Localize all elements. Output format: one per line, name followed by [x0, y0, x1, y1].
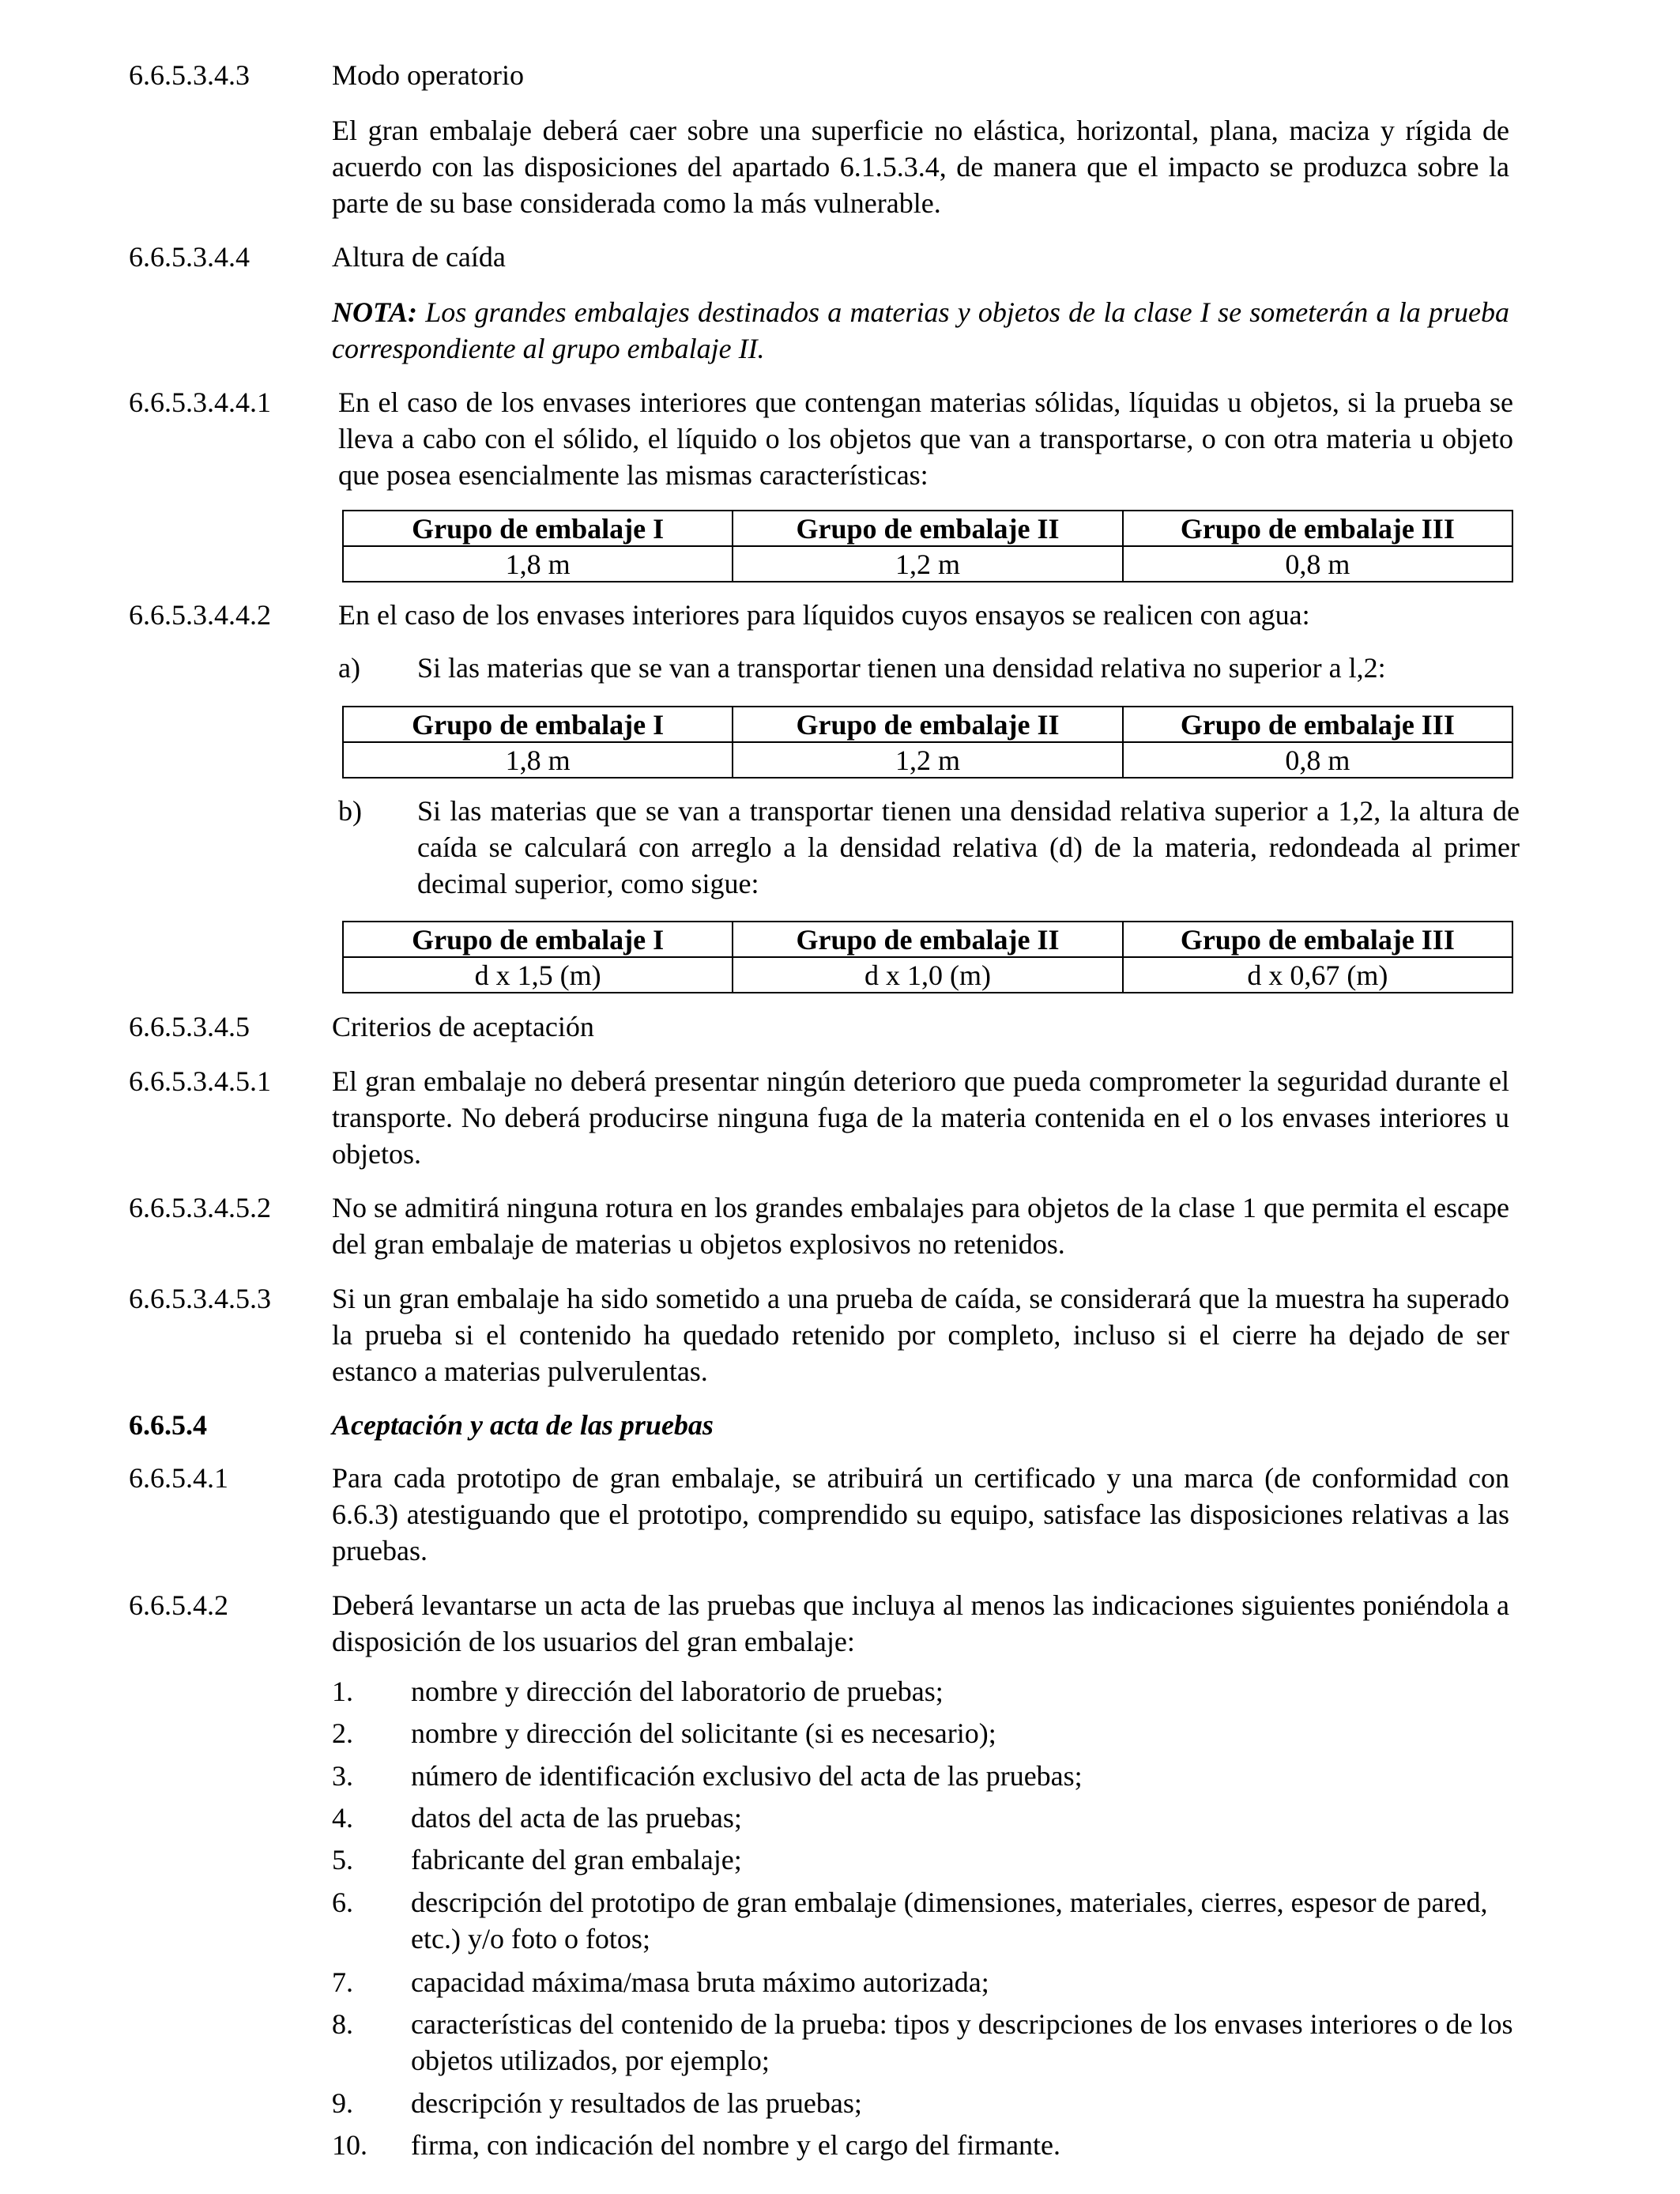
table-header-cell: Grupo de embalaje I: [343, 922, 733, 957]
note-paragraph: [332, 294, 1509, 367]
section-paragraph: En el caso de los envases interiores que contengan materias sólidas, líquidas u objetos, si la prueba se lleva a cabo con el sólido, el líquido o los objetos que van a transportarse, o con otra materia u objeto que posea esencialmente las mismas características:: [338, 386, 1513, 491]
list-item-number: 2.: [332, 1717, 353, 1749]
section-number: 6.6.5.3.4.5.3: [129, 1283, 271, 1314]
section-heading: Altura de caída: [332, 241, 506, 273]
table-header-cell: Grupo de embalaje III: [1123, 511, 1512, 546]
subitem-text: Si las materias que se van a transportar tienen una densidad relativa no superior a l,2:: [417, 652, 1386, 684]
list-item-number: 4.: [332, 1802, 353, 1834]
note-text: Los grandes embalajes destinados a materias y objetos de la clase I se someterán a la prueba correspondiente al grupo embalaje II.: [332, 296, 1509, 364]
drop-height-table-2: [342, 706, 1513, 778]
table-header-cell: Grupo de embalaje II: [733, 707, 1122, 742]
section-number: 6.6.5.4.1: [129, 1462, 228, 1494]
section-heading: Modo operatorio: [332, 59, 524, 91]
section-paragraph: Para cada prototipo de gran embalaje, se atribuirá un certificado y una marca (de conformidad con 6.6.3) atestiguando que el prototipo, comprendido su equipo, satisface las disposiciones relativas a las pruebas.: [332, 1462, 1509, 1566]
table-cell: d x 1,5 (m): [343, 957, 733, 993]
section-number: 6.6.5.3.4.4.1: [129, 386, 271, 418]
list-item-number: 9.: [332, 2087, 353, 2119]
list-item-text: descripción del prototipo de gran embalaje (dimensiones, materiales, cierres, espesor de pared, etc.) y/o foto o fotos;: [411, 1887, 1488, 1955]
table-cell: 0,8 m: [1123, 742, 1512, 778]
section-paragraph: No se admitirá ninguna rotura en los grandes embalajes para objetos de la clase 1 que permita el escape del gran embalaje de materias u objetos explosivos no retenidos.: [332, 1192, 1509, 1260]
list-item-text: capacidad máxima/masa bruta máximo autorizada;: [411, 1966, 989, 1998]
list-item-number: 7.: [332, 1966, 353, 1998]
list-item-text: nombre y dirección del laboratorio de pruebas;: [411, 1676, 944, 1707]
list-item-number: 5.: [332, 1844, 353, 1875]
section-paragraph: El gran embalaje no deberá presentar ningún deterioro que pueda comprometer la seguridad durante el transporte. No deberá producirse ninguna fuga de la materia contenida en el o los envases interiores u objetos.: [332, 1065, 1509, 1170]
section-number: 6.6.5.3.4.3: [129, 59, 250, 91]
list-item-number: 1.: [332, 1676, 353, 1707]
list-item-text: características del contenido de la prueba: tipos y descripciones de los envases interiores o de los objetos utilizados, por ejemplo;: [411, 2008, 1513, 2076]
section-number: 6.6.5.3.4.4: [129, 241, 250, 273]
subitem-text: Si las materias que se van a transportar tienen una densidad relativa superior a 1,2, la altura de caída se calculará con arreglo a la densidad relativa (d) de la materia, redondeada al primer decimal superior, como sigue:: [417, 795, 1520, 899]
list-item-number: 3.: [332, 1760, 353, 1792]
table-cell: 0,8 m: [1123, 546, 1512, 582]
drop-height-table-1: [342, 510, 1513, 582]
table-cell: 1,8 m: [343, 546, 733, 582]
section-paragraph: Si un gran embalaje ha sido sometido a una prueba de caída, se considerará que la muestra ha superado la prueba si el contenido ha quedado retenido por completo, incluso si el cierre ha dejado de ser estanco a materias pulverulentas.: [332, 1283, 1509, 1387]
table-header-cell: Grupo de embalaje III: [1123, 707, 1512, 742]
section-heading: Aceptación y acta de las pruebas: [332, 1409, 714, 1441]
section-paragraph: Deberá levantarse un acta de las pruebas que incluya al menos las indicaciones siguientes poniéndola a disposición de los usuarios del gran embalaje:: [332, 1589, 1509, 1657]
list-item-text: descripción y resultados de las pruebas;: [411, 2087, 862, 2119]
section-paragraph: El gran embalaje deberá caer sobre una superficie no elástica, horizontal, plana, maciza y rígida de acuerdo con las disposiciones del apartado 6.1.5.3.4, de manera que el impacto se produzca sobre la parte de su base considerada como la más vulnerable.: [332, 115, 1509, 219]
list-item-text: número de identificación exclusivo del acta de las pruebas;: [411, 1760, 1083, 1792]
drop-height-table-3: [342, 921, 1513, 993]
note-label: NOTA:: [332, 296, 417, 328]
table-header-cell: Grupo de embalaje III: [1123, 922, 1512, 957]
subitem-label: b): [338, 795, 362, 827]
section-number: 6.6.5.3.4.5.2: [129, 1192, 271, 1223]
subitem-label: a): [338, 652, 360, 684]
section-heading: Criterios de aceptación: [332, 1011, 594, 1042]
table-cell: 1,2 m: [733, 546, 1122, 582]
list-item-text: nombre y dirección del solicitante (si es necesario);: [411, 1717, 996, 1749]
table-header-cell: Grupo de embalaje I: [343, 707, 733, 742]
table-cell: d x 1,0 (m): [733, 957, 1122, 993]
list-item-text: fabricante del gran embalaje;: [411, 1844, 742, 1875]
list-item-text: firma, con indicación del nombre y el cargo del firmante.: [411, 2129, 1061, 2161]
table-cell: d x 0,67 (m): [1123, 957, 1512, 993]
table-header-cell: Grupo de embalaje II: [733, 922, 1122, 957]
table-cell: 1,2 m: [733, 742, 1122, 778]
section-number: 6.6.5.3.4.5: [129, 1011, 250, 1042]
table-header-cell: Grupo de embalaje I: [343, 511, 733, 546]
table-cell: 1,8 m: [343, 742, 733, 778]
section-number: 6.6.5.4: [129, 1409, 207, 1441]
list-item-number: 10.: [332, 2129, 367, 2161]
section-number: 6.6.5.3.4.5.1: [129, 1065, 271, 1097]
list-item-text: datos del acta de las pruebas;: [411, 1802, 742, 1834]
section-paragraph: En el caso de los envases interiores para líquidos cuyos ensayos se realicen con agua:: [338, 599, 1310, 631]
section-number: 6.6.5.4.2: [129, 1589, 228, 1621]
list-item-number: 6.: [332, 1887, 353, 1918]
list-item-number: 8.: [332, 2008, 353, 2040]
section-number: 6.6.5.3.4.4.2: [129, 599, 271, 631]
table-header-cell: Grupo de embalaje II: [733, 511, 1122, 546]
